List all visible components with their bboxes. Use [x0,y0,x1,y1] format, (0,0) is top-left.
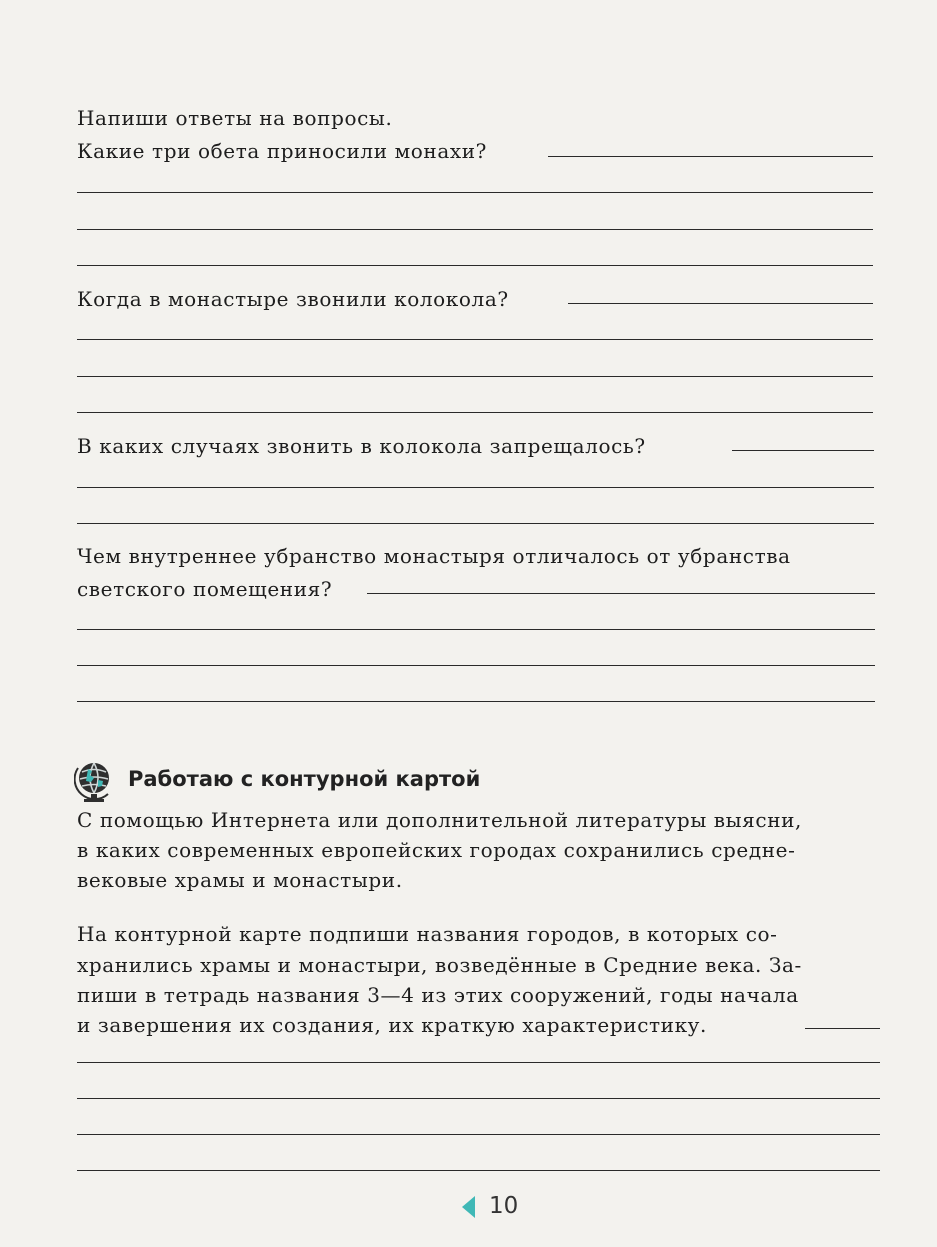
question-interior-line2: светского помещения? [77,577,333,601]
answer-line[interactable] [77,412,873,413]
answer-line[interactable] [77,192,873,193]
page-number-text: 10 [489,1193,519,1219]
answer-line[interactable] [77,1098,880,1099]
answer-line[interactable] [805,1028,880,1029]
paragraph-line: в каких современных европейских городах сохранились средне- [77,838,796,862]
paragraph-line: пиши в тетрадь названия 3—4 из этих сооружений, годы начала [77,983,799,1007]
paragraph-line: С помощью Интернета или дополнительной литературы выясни, [77,808,803,832]
answer-line[interactable] [77,265,873,266]
answer-line[interactable] [568,303,873,304]
answer-line[interactable] [77,1170,880,1171]
question-interior-line1: Чем внутреннее убранство монастыря отличалось от убранства [77,544,791,568]
answer-line[interactable] [77,1062,880,1063]
answer-line[interactable] [77,487,874,488]
answer-line[interactable] [77,229,873,230]
answer-line[interactable] [548,156,873,157]
question-vows: Какие три обета приносили монахи? [77,139,487,163]
paragraph-line: На контурной карте подпиши названия городов, в которых со- [77,922,778,946]
answer-line[interactable] [77,629,875,630]
answer-line[interactable] [77,701,875,702]
triangle-left-icon [462,1196,475,1218]
answer-line[interactable] [77,376,873,377]
paragraph-line: хранились храмы и монастыри, возведённые в Средние века. За- [77,953,802,977]
globe-icon [74,760,114,804]
section-title: Работаю с контурной картой [128,767,481,791]
answer-line[interactable] [732,450,874,451]
instruction-text: Напиши ответы на вопросы. [77,106,393,130]
answer-line[interactable] [367,593,875,594]
answer-line[interactable] [77,523,874,524]
question-bells: Когда в монастыре звонили колокола? [77,287,509,311]
answer-line[interactable] [77,1134,880,1135]
answer-line[interactable] [77,339,873,340]
question-bells-forbidden: В каких случаях звонить в колокола запрещалось? [77,434,646,458]
paragraph-line: и завершения их создания, их краткую характеристику. [77,1013,708,1037]
answer-line[interactable] [77,665,875,666]
paragraph-line: вековые храмы и монастыри. [77,868,403,892]
